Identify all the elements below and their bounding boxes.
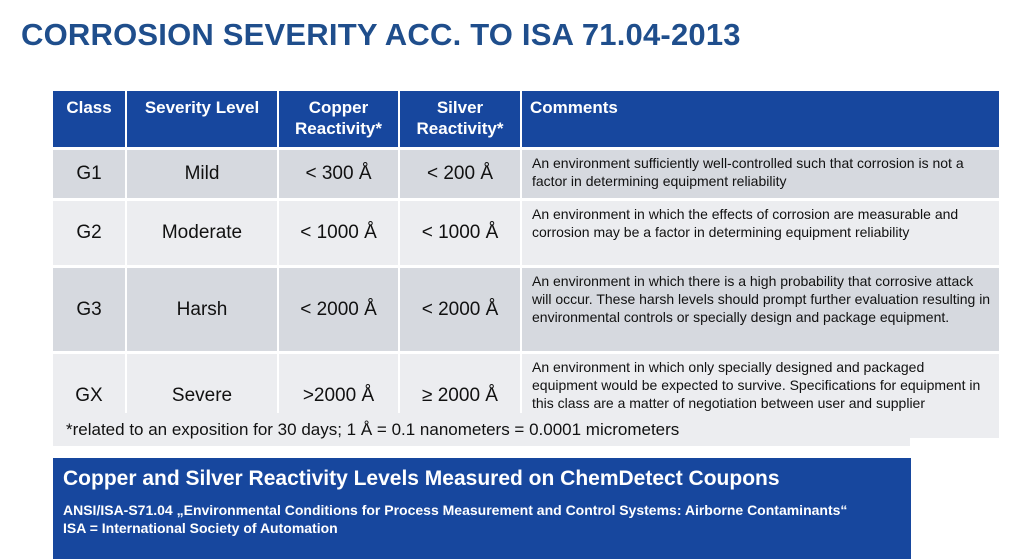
panel-title: Copper and Silver Reactivity Levels Measured on ChemDetect Coupons [63, 467, 780, 490]
header-silver-reactivity: Silver Reactivity* [400, 91, 522, 147]
cell-comment: An environment in which only specially designed and packaged equipment would be expected to survive. Specifications for equipment in this class are a matter of negotiation between user and supplier [522, 351, 999, 438]
cell-comment: An environment in which there is a high probability that corrosive attack will occur. These harsh levels should prompt further evaluation resulting in environmental controls or specially design and package equipment. [522, 265, 999, 351]
cell-severity: Harsh [127, 265, 279, 351]
footnote: *related to an exposition for 30 days; 1 Å = 0.1 nanometers = 0.0001 micrometers [53, 413, 910, 446]
cell-class: G1 [53, 147, 127, 198]
cell-comment: An environment sufficiently well-controlled such that corrosion is not a factor in determining equipment reliability [522, 147, 999, 198]
cell-silver: < 2000 Å [400, 265, 522, 351]
page-title: CORROSION SEVERITY ACC. TO ISA 71.04-2013 [21, 17, 741, 52]
cell-severity: Mild [127, 147, 279, 198]
cell-class: G2 [53, 198, 127, 265]
table-header-row [53, 91, 999, 147]
header-severity-level: Severity Level [127, 91, 279, 147]
cell-comment: An environment in which the effects of corrosion are measurable and corrosion may be a factor in determining equipment reliability [522, 198, 999, 265]
cell-copper: < 1000 Å [279, 198, 400, 265]
cell-copper: < 2000 Å [279, 265, 400, 351]
panel-isa-definition: ISA = International Society of Automation [63, 520, 338, 536]
info-panel [53, 458, 911, 559]
severity-table-container [53, 91, 999, 438]
cell-silver: < 200 Å [400, 147, 522, 198]
cell-severity: Moderate [127, 198, 279, 265]
table-row [53, 198, 999, 265]
cell-silver: < 1000 Å [400, 198, 522, 265]
cell-severity: Severe [127, 351, 279, 438]
severity-table [53, 91, 999, 438]
table-row [53, 147, 999, 198]
cell-silver: ≥ 2000 Å [400, 351, 522, 438]
cell-class: GX [53, 351, 127, 438]
header-copper-reactivity: Copper Reactivity* [279, 91, 400, 147]
header-class: Class [53, 91, 127, 147]
header-comments: Comments [522, 91, 999, 147]
cell-copper: < 300 Å [279, 147, 400, 198]
panel-standard-reference: ANSI/ISA-S71.04 „Environmental Conditions for Process Measurement and Control Systems: Airborne Contaminants“ [63, 502, 848, 518]
table-row [53, 265, 999, 351]
cell-class: G3 [53, 265, 127, 351]
cell-copper: >2000 Å [279, 351, 400, 438]
